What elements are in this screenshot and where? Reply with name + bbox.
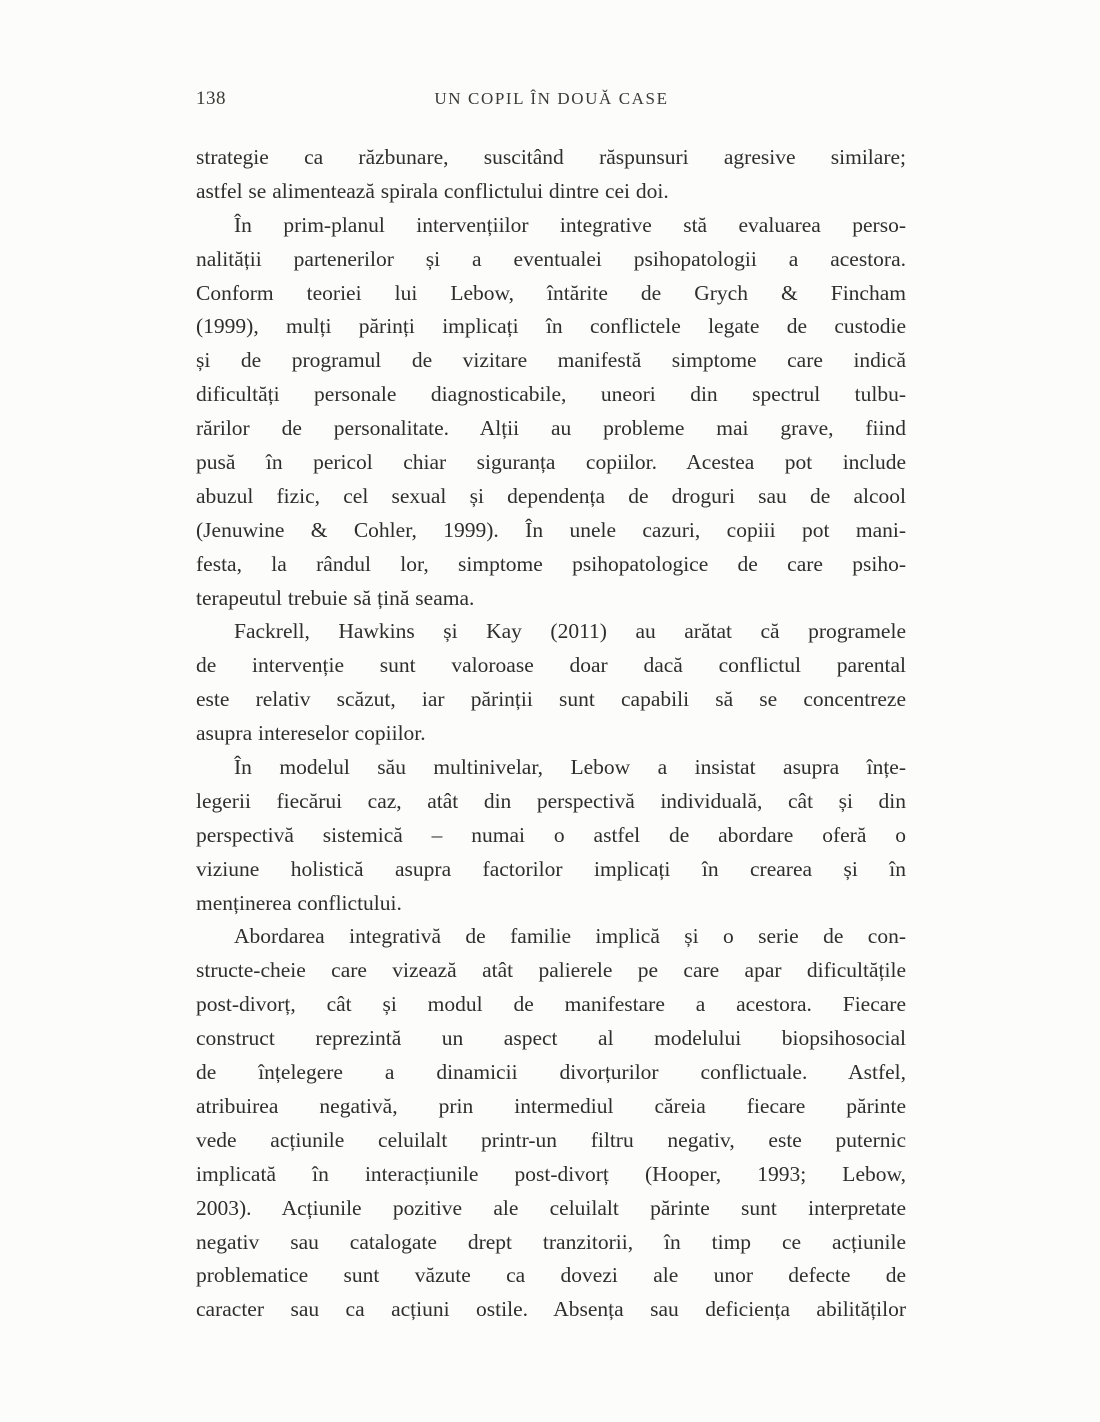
text-line: implicată în interacțiunile post-divorț (Hooper, 1993; Lebow, — [196, 1161, 906, 1186]
text-line: (Jenuwine & Cohler, 1999). În unele cazuri, copiii pot mani- — [196, 517, 906, 542]
text-line: strategie ca răzbunare, suscitând răspunsuri agresive similare; — [196, 145, 906, 169]
text-line: este relativ scăzut, iar părinții sunt capabili să se concentreze — [196, 687, 906, 712]
text-line: construct reprezintă un aspect al modelului biopsihosocial — [196, 1026, 906, 1051]
text-line: (1999), mulți părinți implicați în conflictele legate de custodie — [196, 314, 906, 339]
text-line: problematice sunt văzute ca dovezi ale unor defecte de — [196, 1263, 906, 1288]
text-line: terapeutul trebuie să țină seama. — [196, 585, 475, 610]
text-line: atribuirea negativă, prin intermediul căreia fiecare părinte — [196, 1093, 906, 1118]
text-line: rărilor de personalitate. Alții au probleme mai grave, fiind — [196, 416, 906, 441]
text-line: În modelul său multinivelar, Lebow a insistat asupra înțe- — [234, 755, 906, 780]
running-header — [196, 88, 907, 114]
text-line: de înțelegere a dinamicii divorțurilor conflictuale. Astfel, — [196, 1060, 906, 1085]
text-line: 2003). Acțiunile pozitive ale celuilalt părinte sunt interpretate — [196, 1195, 906, 1220]
text-line: astfel se alimentează spirala conflictului dintre cei doi. — [196, 178, 669, 203]
text-line: și de programul de vizitare manifestă simptome care indică — [196, 348, 906, 373]
text-line: dificultăți personale diagnosticabile, uneori din spectrul tulbu- — [196, 382, 906, 407]
text-line: asupra intereselor copiilor. — [196, 721, 426, 746]
text-line: abuzul fizic, cel sexual și dependența de droguri sau de alcool — [196, 483, 906, 508]
text-line: perspectivă sistemică – numai o astfel de abordare oferă o — [196, 822, 906, 847]
text-line: viziune holistică asupra factorilor implicați în crearea și în — [196, 856, 906, 881]
text-line: Abordarea integrativă de familie implică și o serie de con- — [234, 924, 906, 949]
text-line: Fackrell, Hawkins și Kay (2011) au arătat că programele — [234, 619, 906, 644]
text-line: legerii fiecărui caz, atât din perspectivă individuală, cât și din — [196, 788, 906, 813]
text-line: vede acțiunile celuilalt printr-un filtru negativ, este puternic — [196, 1127, 906, 1152]
page-number: 138 — [196, 88, 226, 109]
text-line: În prim-planul intervențiilor integrative stă evaluarea perso- — [234, 212, 906, 237]
running-header-title: UN COPIL ÎN DOUĂ CASE — [434, 89, 669, 108]
text-line: structe-cheie care vizează atât palierele pe care apar dificultățile — [196, 958, 906, 983]
text-line: pusă în pericol chiar siguranța copiilor. Acestea pot include — [196, 450, 906, 475]
text-line: negativ sau catalogate drept tranzitorii, în timp ce acțiunile — [196, 1229, 906, 1254]
text-line: de intervenție sunt valoroase doar dacă conflictul parental — [196, 653, 906, 678]
text-line: nalității partenerilor și a eventualei psihopatologii a acestora. — [196, 246, 906, 271]
text-line: menținerea conflictului. — [196, 890, 402, 915]
text-line: post-divorț, cât și modul de manifestare a acestora. Fiecare — [196, 992, 906, 1017]
text-line: Conform teoriei lui Lebow, întărite de Grych & Fincham — [196, 280, 906, 305]
text-line: caracter sau ca acțiuni ostile. Absența sau deficiența abilităților — [196, 1297, 906, 1322]
text-line: festa, la rândul lor, simptome psihopatologice de care psiho- — [196, 551, 906, 576]
body-text — [196, 141, 906, 1327]
